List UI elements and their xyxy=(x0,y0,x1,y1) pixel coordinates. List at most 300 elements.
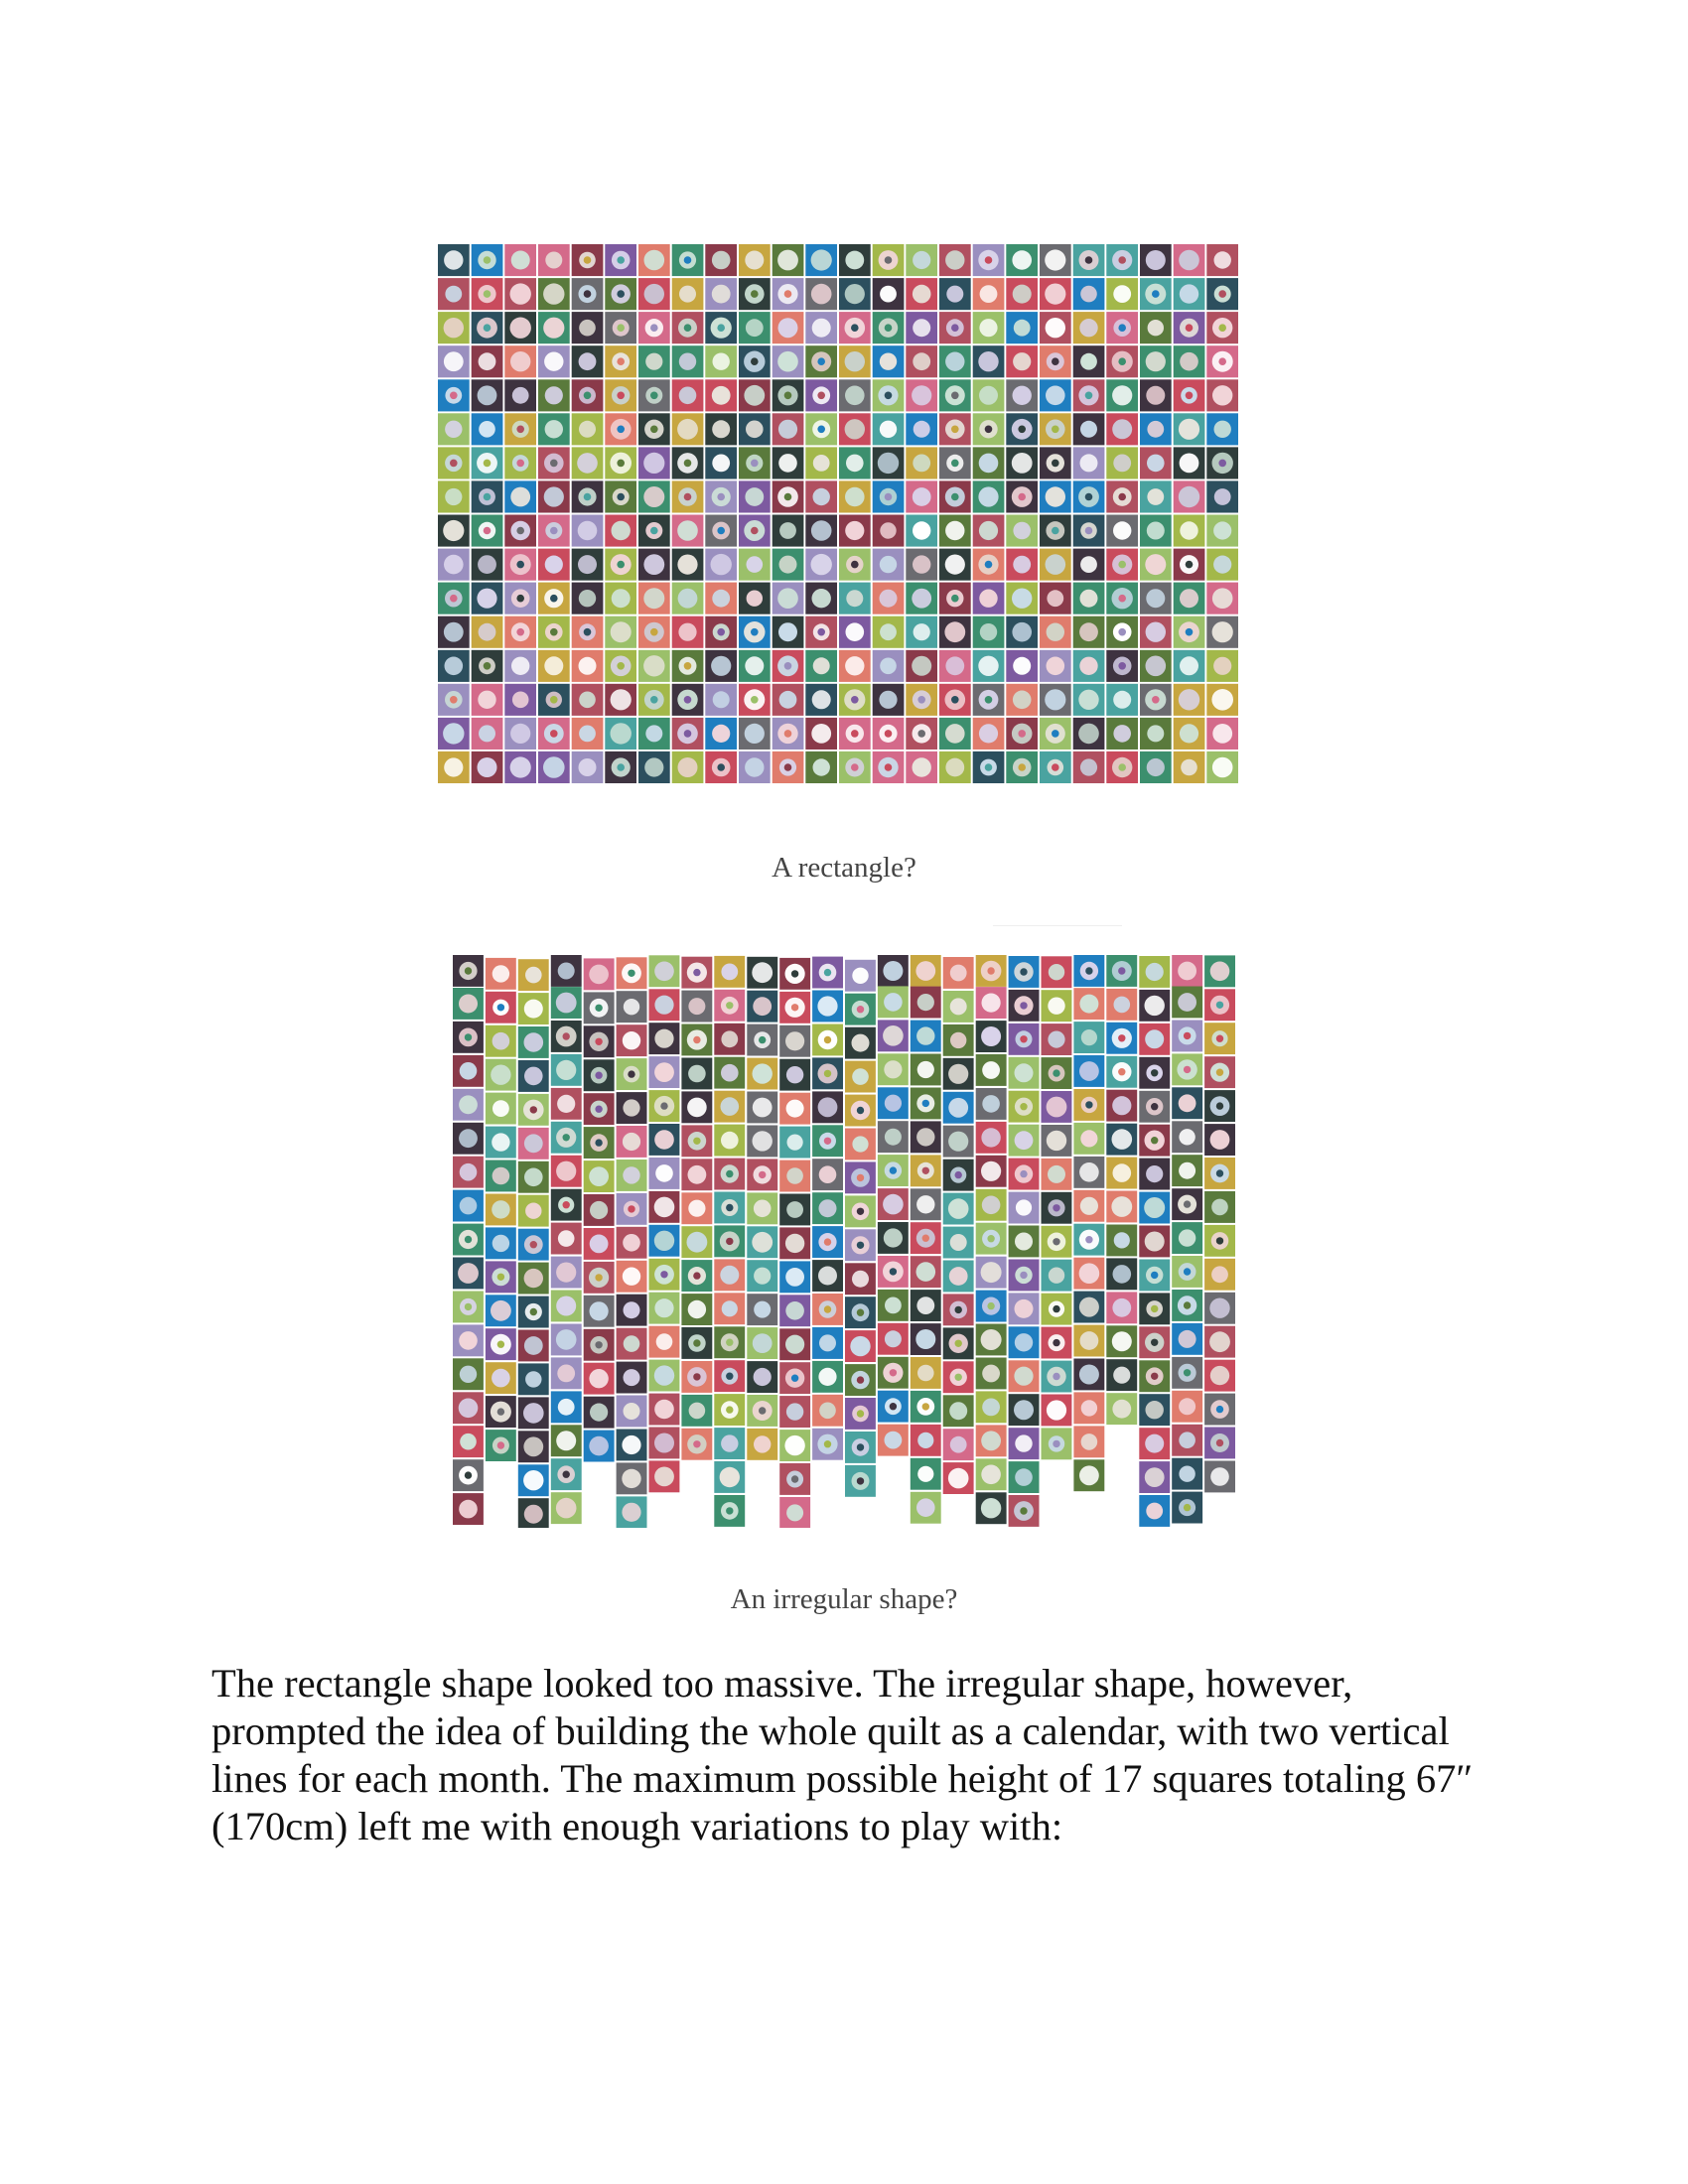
quilt-circle-motif xyxy=(688,1200,705,1217)
quilt-circle-motif xyxy=(1012,453,1033,474)
quilt-circle-center xyxy=(857,1443,864,1450)
quilt-circle-motif xyxy=(711,554,732,575)
quilt-circle-motif xyxy=(1046,554,1066,575)
quilt-circle-center xyxy=(684,256,692,264)
quilt-circle-center xyxy=(824,969,831,976)
quilt-circle-motif xyxy=(1046,386,1065,406)
quilt-circle-motif xyxy=(1047,1097,1067,1118)
quilt-square xyxy=(504,244,536,276)
quilt-square xyxy=(649,1158,680,1189)
quilt-circle-motif xyxy=(912,589,931,609)
quilt-circle-center xyxy=(1118,324,1126,332)
quilt-circle-motif xyxy=(579,726,596,743)
quilt-circle-motif xyxy=(945,758,964,777)
quilt-square xyxy=(1106,1056,1137,1088)
quilt-square xyxy=(584,1093,615,1125)
quilt-square xyxy=(812,1327,843,1359)
quilt-square xyxy=(617,1362,647,1394)
quilt-circle-motif xyxy=(1049,1268,1064,1284)
quilt-square xyxy=(486,1127,516,1159)
quilt-square xyxy=(538,616,570,648)
quilt-circle-center xyxy=(857,1107,864,1114)
quilt-circle-center xyxy=(497,1408,504,1415)
quilt-square xyxy=(453,1224,484,1256)
quilt-circle-motif xyxy=(1079,657,1097,675)
quilt-circle-center xyxy=(660,1102,667,1109)
quilt-square xyxy=(839,447,871,478)
quilt-circle-center xyxy=(628,1205,634,1212)
quilt-circle-center xyxy=(1118,1068,1125,1075)
quilt-circle-motif xyxy=(524,1000,543,1019)
quilt-square xyxy=(1204,1394,1235,1426)
quilt-circle-motif xyxy=(778,454,797,473)
quilt-circle-center xyxy=(550,628,558,636)
quilt-square xyxy=(1073,1224,1104,1256)
quilt-square xyxy=(638,312,670,343)
quilt-circle-motif xyxy=(556,1431,576,1450)
quilt-square xyxy=(911,1054,941,1086)
quilt-square xyxy=(617,1396,647,1428)
quilt-square xyxy=(779,1093,810,1125)
quilt-circle-motif xyxy=(1179,250,1199,271)
quilt-circle-center xyxy=(1018,426,1026,434)
quilt-square xyxy=(1006,583,1038,614)
quilt-circle-motif xyxy=(1047,657,1065,676)
quilt-square xyxy=(638,413,670,445)
quilt-square xyxy=(1073,1392,1104,1424)
quilt-square xyxy=(943,1327,974,1359)
quilt-square xyxy=(551,1189,582,1221)
quilt-circle-motif xyxy=(688,1065,706,1083)
quilt-circle-motif xyxy=(712,725,730,743)
quilt-square xyxy=(1040,379,1071,411)
quilt-square xyxy=(939,345,971,377)
quilt-square xyxy=(878,1087,909,1119)
quilt-square xyxy=(518,1263,549,1295)
quilt-square xyxy=(976,1391,1007,1423)
quilt-circle-center xyxy=(484,290,492,298)
quilt-square xyxy=(973,650,1005,682)
quilt-square xyxy=(1073,751,1105,783)
quilt-circle-motif xyxy=(622,1435,640,1454)
quilt-circle-motif xyxy=(745,724,765,744)
quilt-square xyxy=(1106,684,1138,716)
quilt-circle-center xyxy=(484,460,492,468)
quilt-circle-center xyxy=(1053,1440,1059,1447)
quilt-square xyxy=(1009,1428,1040,1459)
quilt-circle-center xyxy=(1020,1170,1027,1177)
quilt-circle-center xyxy=(784,730,792,738)
quilt-circle-motif xyxy=(721,964,738,981)
quilt-circle-center xyxy=(751,696,759,704)
quilt-square xyxy=(551,987,582,1019)
quilt-square xyxy=(649,1460,680,1492)
quilt-square xyxy=(551,1425,582,1456)
quilt-square xyxy=(906,447,937,478)
quilt-circle-motif xyxy=(524,1134,543,1153)
quilt-square xyxy=(812,1057,843,1089)
quilt-square xyxy=(1040,684,1071,716)
quilt-circle-center xyxy=(1151,1373,1158,1380)
quilt-square xyxy=(805,447,837,478)
quilt-square xyxy=(551,1054,582,1086)
quilt-square xyxy=(779,1160,810,1192)
quilt-square xyxy=(906,616,937,648)
quilt-square xyxy=(976,1425,1007,1456)
quilt-circle-motif xyxy=(1180,724,1198,743)
quilt-square xyxy=(976,1021,1007,1052)
quilt-square xyxy=(518,1330,549,1362)
quilt-square xyxy=(551,1156,582,1187)
quilt-square xyxy=(572,480,604,512)
quilt-circle-motif xyxy=(1045,689,1065,710)
quilt-circle-motif xyxy=(754,1301,771,1318)
quilt-circle-motif xyxy=(491,1065,510,1085)
quilt-circle-center xyxy=(1085,1101,1092,1108)
quilt-circle-center xyxy=(1218,290,1226,298)
quilt-square xyxy=(878,955,909,987)
quilt-circle-center xyxy=(530,1106,537,1113)
quilt-square xyxy=(1206,345,1238,377)
quilt-square xyxy=(486,1093,516,1125)
quilt-square xyxy=(1106,312,1138,343)
quilt-circle-center xyxy=(1186,628,1194,636)
quilt-square xyxy=(911,1323,941,1355)
quilt-square xyxy=(943,957,974,989)
quilt-circle-motif xyxy=(981,1161,1001,1181)
quilt-square xyxy=(714,1428,745,1459)
quilt-square xyxy=(438,480,470,512)
quilt-square xyxy=(1073,1055,1104,1087)
quilt-square xyxy=(1140,413,1172,445)
quilt-square xyxy=(1174,379,1205,411)
quilt-square xyxy=(617,1227,647,1259)
quilt-circle-motif xyxy=(817,996,837,1016)
quilt-circle-motif xyxy=(846,622,865,641)
quilt-square xyxy=(976,1156,1007,1187)
quilt-circle-motif xyxy=(786,1066,803,1083)
quilt-circle-motif xyxy=(624,1301,640,1318)
quilt-circle-motif xyxy=(979,590,997,608)
quilt-square xyxy=(438,244,470,276)
quilt-square xyxy=(939,549,971,581)
quilt-square xyxy=(973,312,1005,343)
quilt-square xyxy=(572,650,604,682)
quilt-square xyxy=(649,1225,680,1257)
quilt-circle-motif xyxy=(1080,758,1097,775)
quilt-square xyxy=(1009,956,1040,988)
quilt-square xyxy=(839,278,871,310)
quilt-square xyxy=(773,244,804,276)
quilt-circle-motif xyxy=(916,1297,934,1314)
quilt-circle-motif xyxy=(913,285,931,304)
quilt-circle-motif xyxy=(444,351,464,371)
quilt-circle-center xyxy=(1184,1504,1191,1511)
quilt-square xyxy=(1174,413,1205,445)
quilt-circle-motif xyxy=(477,589,496,609)
quilt-circle-motif xyxy=(1147,421,1164,438)
quilt-square xyxy=(1106,1124,1137,1156)
quilt-square xyxy=(1140,515,1172,547)
quilt-square xyxy=(649,1090,680,1122)
quilt-circle-motif xyxy=(1015,1468,1033,1486)
quilt-square xyxy=(773,345,804,377)
quilt-circle-center xyxy=(987,1235,994,1242)
quilt-square xyxy=(943,1361,974,1393)
quilt-square xyxy=(1073,413,1105,445)
quilt-square xyxy=(773,718,804,750)
quilt-circle-center xyxy=(1118,967,1125,974)
quilt-square xyxy=(1040,650,1071,682)
quilt-square xyxy=(845,1465,876,1497)
quilt-circle-motif xyxy=(1080,590,1098,608)
quilt-square xyxy=(873,278,905,310)
quilt-square xyxy=(672,379,704,411)
quilt-square xyxy=(584,992,615,1024)
quilt-circle-motif xyxy=(978,351,998,371)
quilt-circle-motif xyxy=(845,419,865,439)
quilt-circle-motif xyxy=(579,758,597,776)
quilt-circle-center xyxy=(1020,1507,1027,1514)
quilt-circle-motif xyxy=(982,1399,1000,1417)
quilt-square xyxy=(649,1191,680,1223)
quilt-square xyxy=(1006,447,1038,478)
quilt-square xyxy=(911,1425,941,1456)
quilt-square xyxy=(672,515,704,547)
quilt-circle-motif xyxy=(1144,1197,1165,1218)
quilt-square xyxy=(1139,1192,1170,1224)
quilt-circle-motif xyxy=(722,1300,738,1316)
quilt-square xyxy=(739,480,771,512)
quilt-square xyxy=(1042,990,1072,1022)
quilt-square xyxy=(605,379,636,411)
quilt-circle-motif xyxy=(1013,352,1031,370)
quilt-circle-motif xyxy=(1112,1331,1132,1351)
quilt-circle-motif xyxy=(785,1031,804,1050)
quilt-square xyxy=(518,1397,549,1429)
quilt-circle-center xyxy=(1216,1002,1223,1009)
quilt-circle-motif xyxy=(510,487,530,507)
quilt-circle-motif xyxy=(644,284,664,304)
quilt-square xyxy=(906,583,937,614)
quilt-square xyxy=(943,1261,974,1293)
quilt-square xyxy=(943,991,974,1023)
quilt-circle-motif xyxy=(852,1034,870,1052)
quilt-circle-center xyxy=(484,324,492,332)
quilt-square xyxy=(1204,1158,1235,1189)
quilt-circle-motif xyxy=(1081,1400,1097,1416)
quilt-circle-center xyxy=(693,1339,700,1346)
quilt-square xyxy=(812,1192,843,1224)
quilt-circle-motif xyxy=(558,1230,575,1247)
quilt-square xyxy=(1172,1391,1202,1423)
quilt-square xyxy=(779,1025,810,1057)
quilt-circle-motif xyxy=(556,1161,576,1181)
quilt-square xyxy=(1140,379,1172,411)
quilt-circle-motif xyxy=(654,1130,674,1150)
quilt-circle-motif xyxy=(945,250,964,269)
quilt-square xyxy=(672,549,704,581)
quilt-circle-motif xyxy=(1047,1131,1066,1151)
quilt-square xyxy=(1073,955,1104,987)
quilt-circle-motif xyxy=(654,1365,674,1385)
quilt-circle-motif xyxy=(643,588,664,609)
quilt-square xyxy=(1204,1461,1235,1493)
quilt-square xyxy=(812,1226,843,1258)
quilt-square xyxy=(878,1121,909,1153)
quilt-square xyxy=(572,447,604,478)
quilt-circle-motif xyxy=(1179,1229,1196,1246)
quilt-square xyxy=(518,1128,549,1160)
quilt-circle-center xyxy=(851,324,859,332)
quilt-circle-motif xyxy=(644,250,665,271)
quilt-circle-motif xyxy=(677,520,698,541)
quilt-square xyxy=(551,1458,582,1490)
quilt-circle-motif xyxy=(1113,725,1131,743)
quilt-square xyxy=(1040,413,1071,445)
quilt-square xyxy=(584,1059,615,1091)
quilt-circle-motif xyxy=(1048,1031,1064,1048)
quilt-square xyxy=(1204,1090,1235,1122)
quilt-square xyxy=(1139,1495,1170,1527)
quilt-circle-motif xyxy=(1180,454,1199,474)
quilt-square xyxy=(1073,549,1105,581)
quilt-square xyxy=(812,1260,843,1292)
quilt-square xyxy=(584,1397,615,1429)
quilt-square xyxy=(486,1328,516,1360)
quilt-circle-motif xyxy=(478,691,495,709)
quilt-circle-motif xyxy=(778,622,797,641)
quilt-circle-motif xyxy=(544,486,564,506)
quilt-circle-motif xyxy=(915,961,935,981)
quilt-square xyxy=(1206,244,1238,276)
quilt-circle-motif xyxy=(712,455,730,473)
quilt-square xyxy=(873,413,905,445)
quilt-circle-center xyxy=(1052,460,1059,468)
quilt-circle-motif xyxy=(459,1331,478,1350)
quilt-square xyxy=(906,312,937,343)
quilt-circle-center xyxy=(951,426,959,434)
quilt-square xyxy=(705,345,737,377)
quilt-square xyxy=(878,1222,909,1254)
quilt-circle-center xyxy=(851,696,859,704)
rectangle-quilt-figure xyxy=(437,243,1239,784)
quilt-circle-motif xyxy=(845,386,865,406)
quilt-square xyxy=(617,1058,647,1090)
quilt-square xyxy=(672,312,704,343)
quilt-square xyxy=(438,312,470,343)
quilt-square xyxy=(472,413,503,445)
quilt-circle-motif xyxy=(1148,320,1164,336)
quilt-square xyxy=(1073,515,1105,547)
quilt-circle-center xyxy=(1085,392,1093,400)
quilt-circle-center xyxy=(1018,493,1026,501)
quilt-circle-center xyxy=(1216,1035,1223,1042)
quilt-circle-motif xyxy=(644,757,663,776)
quilt-circle-motif xyxy=(556,1329,577,1350)
quilt-square xyxy=(812,1024,843,1056)
quilt-circle-motif xyxy=(913,352,930,370)
quilt-square xyxy=(1204,1225,1235,1257)
quilt-circle-motif xyxy=(1013,657,1031,675)
quilt-square xyxy=(438,718,470,750)
quilt-circle-motif xyxy=(914,623,930,640)
quilt-circle-center xyxy=(1118,357,1126,365)
quilt-square xyxy=(705,413,737,445)
quilt-square xyxy=(1073,1459,1104,1491)
quilt-square xyxy=(672,684,704,716)
quilt-circle-center xyxy=(717,628,725,636)
quilt-circle-motif xyxy=(1048,998,1064,1015)
quilt-circle-center xyxy=(955,1306,962,1313)
quilt-circle-center xyxy=(1052,730,1059,738)
quilt-circle-motif xyxy=(492,1167,510,1185)
quilt-square xyxy=(1204,1191,1235,1223)
quilt-square xyxy=(906,718,937,750)
quilt-square xyxy=(1006,684,1038,716)
quilt-square xyxy=(617,1193,647,1225)
quilt-circle-motif xyxy=(1180,656,1198,675)
quilt-circle-center xyxy=(497,1441,504,1448)
quilt-circle-motif xyxy=(917,1433,933,1448)
quilt-square xyxy=(518,1431,549,1462)
quilt-circle-motif xyxy=(745,487,764,506)
quilt-square xyxy=(672,244,704,276)
quilt-circle-motif xyxy=(1079,1365,1099,1385)
quilt-square xyxy=(486,958,516,990)
quilt-circle-motif xyxy=(445,286,462,303)
quilt-square xyxy=(805,751,837,783)
quilt-circle-motif xyxy=(948,1132,968,1152)
quilt-circle-motif xyxy=(1214,421,1231,438)
quilt-square xyxy=(1106,1090,1137,1122)
quilt-circle-center xyxy=(851,561,859,569)
quilt-circle-center xyxy=(951,392,959,400)
quilt-circle-motif xyxy=(945,352,964,371)
quilt-circle-motif xyxy=(913,555,930,573)
quilt-square xyxy=(617,1092,647,1124)
quilt-square xyxy=(472,549,503,581)
quilt-circle-center xyxy=(1053,1238,1059,1245)
quilt-square xyxy=(1106,1325,1137,1357)
quilt-circle-motif xyxy=(1112,1298,1131,1317)
quilt-square xyxy=(873,480,905,512)
quilt-square xyxy=(1204,1293,1235,1324)
quilt-circle-motif xyxy=(459,1129,478,1148)
quilt-square xyxy=(1073,684,1105,716)
quilt-circle-motif xyxy=(556,993,577,1014)
quilt-circle-motif xyxy=(677,555,697,575)
quilt-circle-center xyxy=(751,357,759,365)
quilt-square xyxy=(805,515,837,547)
quilt-square xyxy=(1106,1225,1137,1257)
quilt-circle-center xyxy=(857,1309,864,1316)
quilt-circle-motif xyxy=(1146,1401,1164,1419)
quilt-circle-motif xyxy=(590,1235,609,1254)
quilt-circle-center xyxy=(1152,290,1160,298)
quilt-square xyxy=(906,278,937,310)
quilt-circle-motif xyxy=(643,655,664,676)
quilt-circle-motif xyxy=(917,1466,933,1482)
quilt-circle-motif xyxy=(460,1062,478,1080)
quilt-circle-center xyxy=(660,1271,667,1278)
quilt-square xyxy=(453,1022,484,1053)
quilt-circle-motif xyxy=(524,1032,544,1052)
quilt-circle-motif xyxy=(556,1498,577,1519)
quilt-circle-motif xyxy=(1179,486,1199,507)
quilt-circle-motif xyxy=(510,318,531,339)
quilt-square xyxy=(773,278,804,310)
